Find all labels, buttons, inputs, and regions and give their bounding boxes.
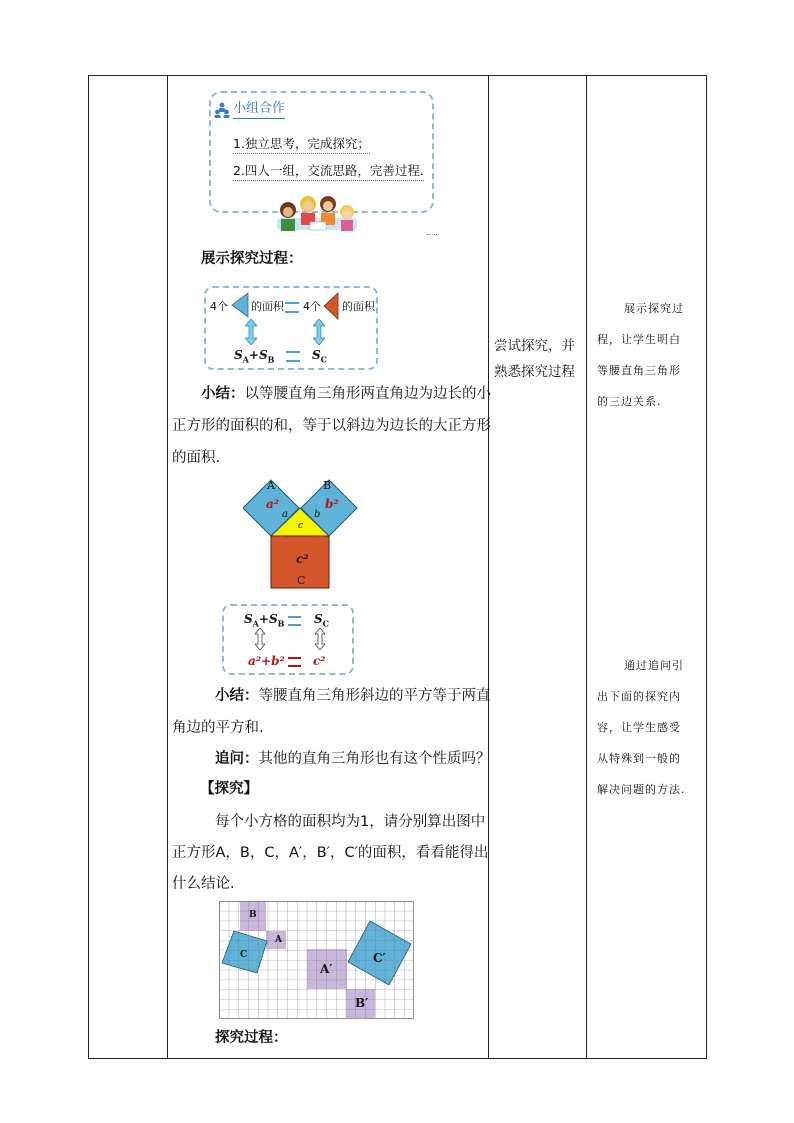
grid-label-c-prime: C′ xyxy=(373,951,386,965)
explore-heading: 【探究】 xyxy=(200,781,258,797)
orange-triangle-icon xyxy=(323,292,339,320)
side-c: c xyxy=(298,521,304,531)
col3-line2: 熟悉探究过程 xyxy=(494,364,575,380)
summary2-line1: 小结：等腰直角三角形斜边的平方等于两直 xyxy=(215,688,491,704)
square-b2: b² xyxy=(325,497,339,511)
area-count-left: 4个 xyxy=(210,300,228,313)
group-title: 小组合作 xyxy=(233,100,285,119)
summary1-line3: 的面积. xyxy=(172,450,221,466)
formula-sc: $S_C$ xyxy=(314,612,330,629)
grid-label-b: B xyxy=(249,910,257,920)
col4a-line3: 等腰直角三角形 xyxy=(597,364,681,377)
column-divider-1 xyxy=(167,76,168,1058)
people-icon xyxy=(214,102,230,118)
area-count-right: 4个 xyxy=(303,300,321,313)
show-process-heading: 展示探究过程： xyxy=(201,251,303,267)
column-divider-2 xyxy=(488,76,489,1058)
explore-line1: 每个小方格的面积均为1，请分别算出图中 xyxy=(215,814,486,830)
square-c2: c² xyxy=(296,552,309,566)
col4a-line1: 展示探究过 xyxy=(624,302,684,315)
area-sum-formula: $S_A+S_B$ xyxy=(234,348,275,365)
summary1-line2: 正方形的面积的和，等于以斜边为边长的大正方形 xyxy=(172,418,491,434)
formula-equals-top xyxy=(288,616,301,626)
formula-equals-bottom xyxy=(288,657,301,667)
grid-label-a: A xyxy=(275,935,282,945)
double-arrow-right xyxy=(313,319,325,345)
area-word-left: 的面积 xyxy=(251,300,284,313)
question-line: 追问：其他的直角三角形也有这个性质吗？ xyxy=(215,751,491,767)
square-label-c: C xyxy=(297,574,306,587)
col4b-line1: 通过追问引 xyxy=(624,659,684,672)
col4b-line3: 容，让学生感受 xyxy=(597,721,681,734)
col4b-line5: 解决问题的方法. xyxy=(597,783,686,796)
col4b-line2: 出下面的探究内 xyxy=(597,690,681,703)
column-divider-3 xyxy=(586,76,587,1058)
equals-sign-top xyxy=(285,302,299,313)
blue-triangle-icon xyxy=(231,292,249,318)
hollow-arrow-left xyxy=(255,628,265,650)
decor-dots xyxy=(427,234,437,237)
square-a2: a² xyxy=(266,497,280,511)
area-sc-formula: $S_C$ xyxy=(312,348,328,365)
equals-sign-bottom xyxy=(286,351,300,362)
formula-c2: c² xyxy=(313,654,326,668)
square-label-a: A xyxy=(267,479,275,492)
formula-sum: $S_A+S_B$ xyxy=(244,612,285,629)
group-item-1: 1.独立思考，完成探究； xyxy=(233,135,370,154)
grid-label-a-prime: A′ xyxy=(320,962,333,976)
col4a-line2: 程，让学生明白 xyxy=(597,333,681,346)
grid-label-b-prime: B′ xyxy=(355,996,369,1010)
group-item-2: 2.四人一组，交流思路，完善过程. xyxy=(233,162,424,181)
col4b-line4: 从特殊到一般的 xyxy=(597,752,681,765)
col3-line1: 尝试探究，并 xyxy=(494,338,575,354)
explore-process-heading: 探究过程： xyxy=(215,1030,288,1046)
explore-line2: 正方形A，B，C，A′，B′，C′的面积，看看能得出 xyxy=(172,845,489,861)
side-b: b xyxy=(314,509,321,520)
summary2-line2: 角边的平方和. xyxy=(172,720,264,736)
col4a-line4: 的三边关系. xyxy=(597,395,662,408)
area-word-right: 的面积 xyxy=(342,300,375,313)
square-label-b: B xyxy=(323,479,332,492)
side-a: a xyxy=(282,509,288,520)
double-arrow-left xyxy=(245,319,257,345)
explore-line3: 什么结论. xyxy=(172,876,235,892)
hollow-arrow-right xyxy=(315,628,325,650)
students-illustration xyxy=(272,192,362,236)
formula-a2-b2: a²+b² xyxy=(248,654,285,668)
summary1-line1: 小结：以等腰直角三角形两直角边为边长的小 xyxy=(201,386,491,402)
grid-label-c: C xyxy=(240,950,248,960)
